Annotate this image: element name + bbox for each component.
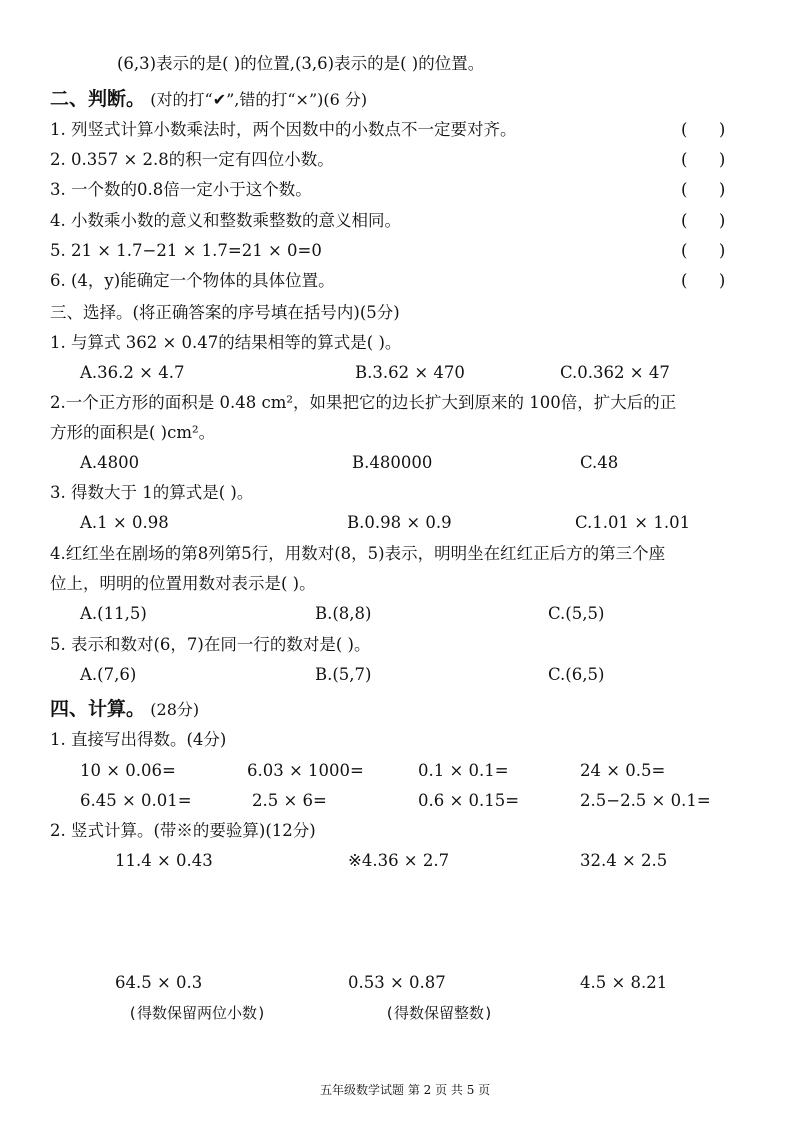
calc-r1-c1: 10 × 0.06= (80, 761, 176, 780)
calc-r1-c3: 0.1 × 0.1= (418, 761, 509, 780)
section-2-note: (对的打“✔”,错的打“×”)(6 分) (150, 90, 368, 109)
choice-q3-b[interactable]: B.0.98 × 0.9 (347, 513, 452, 532)
vertical-r1-c3: 32.4 × 2.5 (580, 851, 668, 870)
calc-r1-c2: 6.03 × 1000= (247, 761, 364, 780)
judge-answer-4[interactable]: ( ) (681, 211, 726, 230)
vertical-r2-c1: 64.5 × 0.3 (115, 973, 203, 992)
judge-item-6: 6. (4，y)能确定一个物体的具体位置。 (50, 271, 335, 290)
rounding-note-1: (得数保留两位小数) (128, 1004, 267, 1022)
choice-q2-stem-1: 2.一个正方形的面积是 0.48 cm²，如果把它的边长扩大到原来的 100倍，扩大后的正 (50, 393, 677, 412)
section-4-score: (28分) (150, 700, 200, 719)
choice-q2-a[interactable]: A.4800 (80, 453, 140, 472)
judge-answer-2[interactable]: ( ) (681, 150, 726, 169)
page-footer: 五年级数学试题 第 2 页 共 5 页 (320, 1083, 491, 1097)
choice-q2-c[interactable]: C.48 (580, 453, 619, 472)
choice-q3-c[interactable]: C.1.01 × 1.01 (575, 513, 691, 532)
section-3-title: 三、选择。(将正确答案的序号填在括号内)(5分) (50, 303, 400, 322)
section-4-title: 四、计算。 (50, 698, 146, 720)
section-2-heading (50, 88, 367, 111)
choice-q5-c[interactable]: C.(6,5) (548, 665, 605, 684)
judge-answer-3[interactable]: ( ) (681, 180, 726, 199)
calc-r2-c1: 6.45 × 0.01= (80, 791, 192, 810)
choice-q3-stem: 3. 得数大于 1的算式是( )。 (50, 483, 254, 502)
section-2-title: 二、判断。 (50, 88, 146, 110)
judge-answer-1[interactable]: ( ) (681, 120, 726, 139)
judge-answer-5[interactable]: ( ) (681, 241, 726, 260)
choice-q5-b[interactable]: B.(5,7) (315, 665, 372, 684)
choice-q4-b[interactable]: B.(8,8) (315, 604, 372, 623)
vertical-r1-c2: ※4.36 × 2.7 (348, 851, 450, 870)
choice-q4-stem-1: 4.红红坐在剧场的第8列第5行，用数对(8，5)表示，明明坐在红红正后方的第三个座 (50, 544, 666, 563)
intro-line: (6,3)表示的是( )的位置,(3,6)表示的是( )的位置。 (117, 54, 485, 73)
vertical-r1-c1: 11.4 × 0.43 (115, 851, 213, 870)
judge-item-3: 3. 一个数的0.8倍一定小于这个数。 (50, 180, 312, 199)
calc-sub-1: 1. 直接写出得数。(4分) (50, 730, 227, 749)
choice-q3-a[interactable]: A.1 × 0.98 (80, 513, 169, 532)
choice-q5-stem: 5. 表示和数对(6，7)在同一行的数对是( )。 (50, 635, 371, 654)
vertical-r2-c2: 0.53 × 0.87 (348, 973, 446, 992)
calc-r2-c3: 0.6 × 0.15= (418, 791, 520, 810)
vertical-r2-c3: 4.5 × 8.21 (580, 973, 668, 992)
choice-q4-stem-2: 位上，明明的位置用数对表示是( )。 (50, 574, 316, 593)
calc-sub-2: 2. 竖式计算。(带※的要验算)(12分) (50, 821, 316, 840)
choice-q1-c[interactable]: C.0.362 × 47 (560, 363, 670, 382)
judge-item-4: 4. 小数乘小数的意义和整数乘整数的意义相同。 (50, 211, 401, 230)
judge-answer-6[interactable]: ( ) (681, 271, 726, 290)
rounding-note-2: (得数保留整数) (385, 1004, 494, 1022)
calc-r1-c4: 24 × 0.5= (580, 761, 666, 780)
choice-q1-a[interactable]: A.36.2 × 4.7 (80, 363, 185, 382)
section-4-heading (50, 698, 199, 721)
choice-q1-stem: 1. 与算式 362 × 0.47的结果相等的算式是( )。 (50, 333, 402, 352)
calc-r2-c2: 2.5 × 6= (252, 791, 327, 810)
judge-item-2: 2. 0.357 × 2.8的积一定有四位小数。 (50, 150, 334, 169)
choice-q2-stem-2: 方形的面积是( )cm²。 (50, 423, 216, 442)
judge-item-5: 5. 21 × 1.7−21 × 1.7=21 × 0=0 (50, 241, 322, 260)
choice-q5-a[interactable]: A.(7,6) (80, 665, 137, 684)
choice-q4-c[interactable]: C.(5,5) (548, 604, 605, 623)
choice-q2-b[interactable]: B.480000 (352, 453, 433, 472)
choice-q1-b[interactable]: B.3.62 × 470 (355, 363, 465, 382)
judge-item-1: 1. 列竖式计算小数乘法时，两个因数中的小数点不一定要对齐。 (50, 120, 517, 139)
calc-r2-c4: 2.5−2.5 × 0.1= (580, 791, 711, 810)
choice-q4-a[interactable]: A.(11,5) (80, 604, 147, 623)
